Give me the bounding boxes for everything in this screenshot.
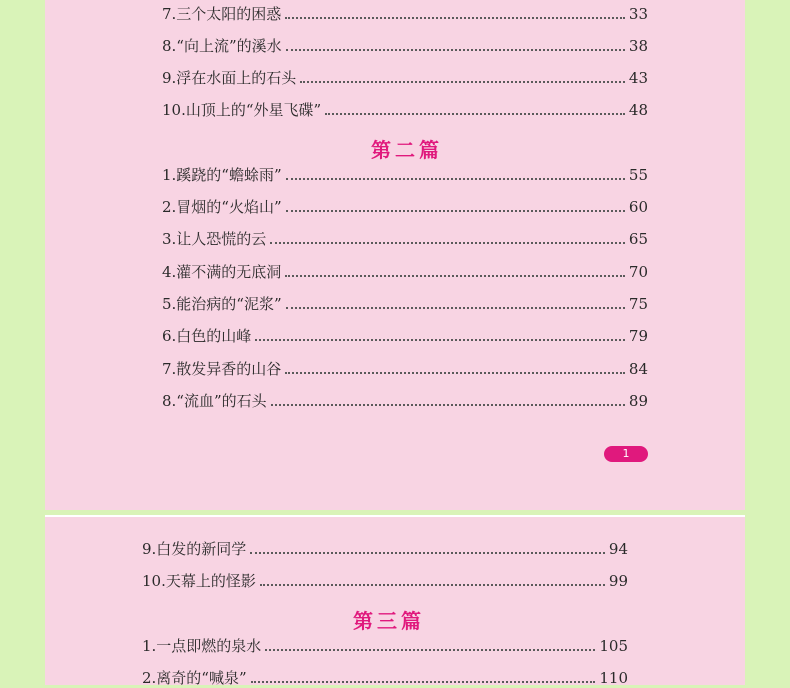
toc-entry-title: 9.浮在水面上的石头 xyxy=(162,69,297,87)
dot-leader xyxy=(250,551,605,554)
toc-entry-title: 8.“流血”的石头 xyxy=(162,392,267,410)
dot-leader xyxy=(286,209,625,212)
toc-entry-title: 5.能治病的“泥浆” xyxy=(162,295,282,313)
section-heading: 第三篇 xyxy=(353,609,425,633)
dot-leader xyxy=(325,112,625,115)
toc-entry-page: 48 xyxy=(628,101,648,119)
toc-entry-page: 60 xyxy=(628,198,648,216)
toc-entry-page: 84 xyxy=(628,360,648,378)
toc-entry[interactable] xyxy=(162,290,648,314)
dot-leader xyxy=(286,48,625,51)
toc-entry-page: 89 xyxy=(628,392,648,410)
toc-entry[interactable] xyxy=(162,193,648,217)
toc-entry-title: 7.散发异香的山谷 xyxy=(162,360,282,378)
toc-entry[interactable] xyxy=(162,322,648,346)
toc-entry[interactable] xyxy=(162,32,648,56)
toc-entry-page: 94 xyxy=(608,540,628,558)
toc-entry-page: 70 xyxy=(628,263,648,281)
toc-entry-title: 10.天幕上的怪影 xyxy=(142,572,256,590)
toc-entry[interactable] xyxy=(162,161,648,185)
dot-leader xyxy=(260,583,605,586)
toc-entry[interactable] xyxy=(162,387,648,411)
section-heading: 第二篇 xyxy=(371,138,443,162)
toc-entry[interactable] xyxy=(162,355,648,379)
toc-entry-title: 9.白发的新同学 xyxy=(142,540,247,558)
dot-leader xyxy=(300,80,625,83)
toc-page-bottom xyxy=(45,515,745,685)
dot-leader xyxy=(270,241,625,244)
toc-entry[interactable] xyxy=(162,0,648,24)
toc-entry[interactable] xyxy=(142,632,628,656)
dot-leader xyxy=(286,306,625,309)
toc-entry-title: 8.“向上流”的溪水 xyxy=(162,37,282,55)
toc-entry-title: 3.让人恐慌的云 xyxy=(162,230,267,248)
dot-leader xyxy=(255,338,625,341)
toc-entry-title: 1.一点即燃的泉水 xyxy=(142,637,262,655)
toc-entry-page: 110 xyxy=(599,669,628,687)
toc-entry-title: 10.山顶上的“外星飞碟” xyxy=(162,101,322,119)
toc-entry-title: 6.白色的山峰 xyxy=(162,327,252,345)
dot-leader xyxy=(285,274,625,277)
toc-entry-title: 4.灌不满的无底洞 xyxy=(162,263,282,281)
toc-entry-page: 99 xyxy=(608,572,628,590)
toc-entry-page: 75 xyxy=(628,295,648,313)
toc-entry[interactable] xyxy=(142,567,628,591)
toc-entry-page: 38 xyxy=(628,37,648,55)
dot-leader xyxy=(285,371,625,374)
toc-entry-page: 65 xyxy=(628,230,648,248)
toc-entry-title: 2.冒烟的“火焰山” xyxy=(162,198,282,216)
toc-entry[interactable] xyxy=(162,258,648,282)
toc-entry[interactable] xyxy=(142,535,628,559)
toc-entry-page: 79 xyxy=(628,327,648,345)
toc-entry[interactable] xyxy=(162,96,648,120)
toc-entry-page: 33 xyxy=(628,5,648,23)
toc-entry-page: 55 xyxy=(628,166,648,184)
toc-entry[interactable] xyxy=(162,225,648,249)
dot-leader xyxy=(271,403,625,406)
toc-entry-title: 1.蹊跷的“蟾蜍雨” xyxy=(162,166,282,184)
dot-leader xyxy=(265,648,595,651)
toc-entry[interactable] xyxy=(142,664,628,688)
toc-entry[interactable] xyxy=(162,64,648,88)
page-number-badge: 1 xyxy=(604,446,648,462)
dot-leader xyxy=(285,16,625,19)
toc-entry-page: 43 xyxy=(628,69,648,87)
toc-page-top xyxy=(45,0,745,510)
toc-entry-title: 7.三个太阳的困惑 xyxy=(162,5,282,23)
toc-entry-page: 105 xyxy=(599,637,628,655)
dot-leader xyxy=(286,177,625,180)
toc-entry-title: 2.离奇的“喊泉” xyxy=(142,669,247,687)
